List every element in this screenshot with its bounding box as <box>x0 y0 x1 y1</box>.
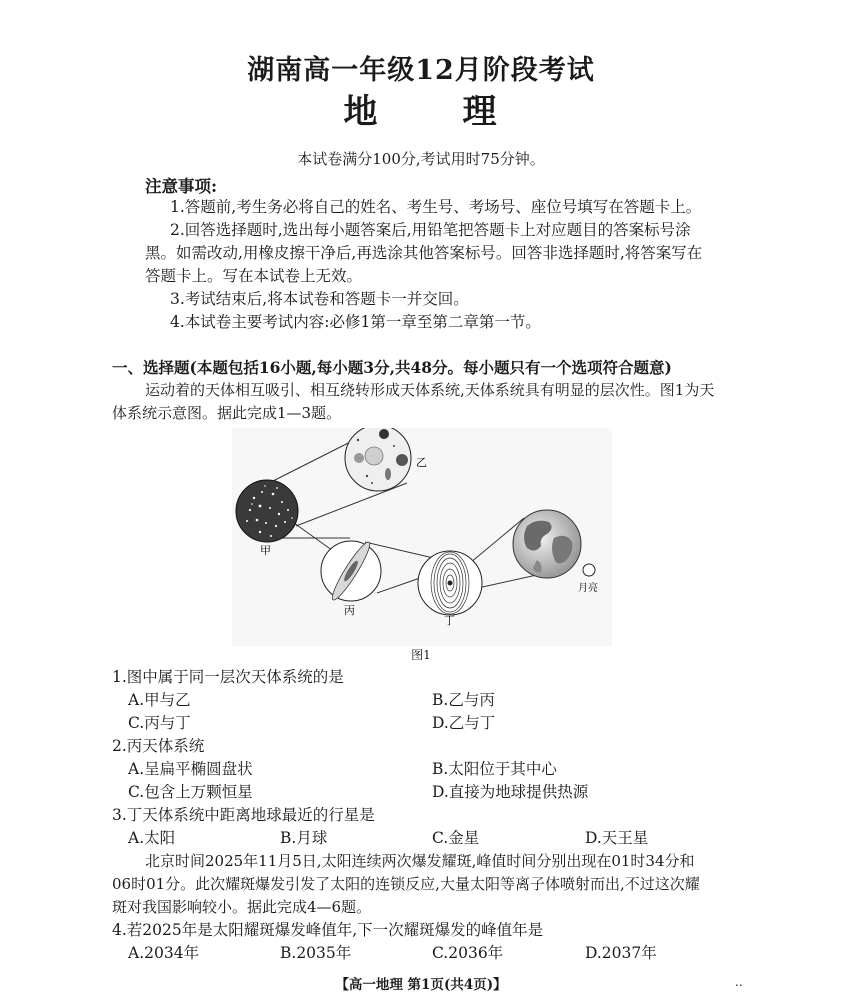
q2-option-b: B.太阳位于其中心 <box>432 760 557 778</box>
q1-option-c: C.丙与丁 <box>128 714 191 732</box>
q1-option-d: D.乙与丁 <box>432 714 496 732</box>
system-ding <box>418 551 482 615</box>
passage1-line-1: 运动着的天体相互吸引、相互绕转形成天体系统,天体系统具有明显的层次性。图1为天 <box>145 381 715 399</box>
celestial-system-diagram <box>232 428 612 646</box>
question-4-stem: 4.若2025年是太阳耀斑爆发峰值年,下一次耀斑爆发的峰值年是 <box>112 921 544 939</box>
section-heading: 一、选择题(本题包括16小题,每小题3分,共48分。每小题只有一个选项符合题意) <box>112 358 672 377</box>
notice-line-2: 2.回答选择题时,选出每小题答案后,用铅笔把答题卡上对应题目的答案标号涂 <box>170 221 691 239</box>
question-3-stem: 3.丁天体系统中距离地球最近的行星是 <box>112 806 375 824</box>
earth-icon <box>513 510 581 578</box>
page-footer: 【高一地理 第1页(共4页)】 <box>335 977 507 993</box>
passage2-line-1: 北京时间2025年11月5日,太阳连续两次爆发耀斑,峰值时间分别出现在01时34分和 <box>145 852 695 870</box>
notice-line-4: 答题卡上。写在本试卷上无效。 <box>145 267 363 285</box>
label-moon: 月亮 <box>578 583 598 594</box>
q4-option-c: C.2036年 <box>432 944 504 962</box>
system-jia <box>236 480 298 542</box>
notice-line-3: 黑。如需改动,用橡皮擦干净后,再选涂其他答案标号。回答非选择题时,将答案写在 <box>145 244 703 262</box>
subject-title: 地 理 <box>343 92 499 132</box>
passage2-line-3: 斑对我国影响较小。据此完成4—6题。 <box>112 898 372 916</box>
question-1-stem: 1.图中属于同一层次天体系统的是 <box>112 668 344 686</box>
q4-option-b: B.2035年 <box>280 944 352 962</box>
system-yi <box>345 428 411 491</box>
q1-option-a: A.甲与乙 <box>128 691 191 709</box>
label-jia: 甲 <box>260 544 271 557</box>
q2-option-d: D.直接为地球提供热源 <box>432 783 589 801</box>
passage1-line-2: 体系统示意图。据此完成1—3题。 <box>112 404 342 422</box>
notice-line-1: 1.答题前,考生务必将自己的姓名、考生号、考场号、座位号填写在答题卡上。 <box>170 198 702 216</box>
q2-option-c: C.包含上万颗恒星 <box>128 783 253 801</box>
notice-line-6: 4.本试卷主要考试内容:必修1第一章至第二章第一节。 <box>170 313 541 331</box>
q3-option-a: A.太阳 <box>128 829 176 847</box>
q2-option-a: A.呈扁平椭圆盘状 <box>128 760 253 778</box>
exam-intro: 本试卷满分100分,考试用时75分钟。 <box>297 150 545 168</box>
q4-option-a: A.2034年 <box>128 944 200 962</box>
notice-heading: 注意事项: <box>145 177 218 196</box>
q4-option-d: D.2037年 <box>585 944 657 962</box>
moon-icon <box>583 564 595 576</box>
q3-option-d: D.天王星 <box>585 829 649 847</box>
passage2-line-2: 06时01分。此次耀斑爆发引发了太阳的连锁反应,大量太阳等离子体喷射而出,不过这次耀 <box>112 875 700 893</box>
exam-title: 湖南高一年级12月阶段考试 <box>247 55 595 86</box>
label-bing: 丙 <box>344 604 355 617</box>
figure-caption: 图1 <box>411 648 431 662</box>
notice-line-5: 3.考试结束后,将本试卷和答题卡一并交回。 <box>170 290 469 308</box>
corner-mark: .. <box>735 975 743 989</box>
label-ding: 丁 <box>444 614 455 627</box>
label-yi: 乙 <box>416 456 427 469</box>
q3-option-c: C.金星 <box>432 829 480 847</box>
question-2-stem: 2.丙天体系统 <box>112 737 205 755</box>
q1-option-b: B.乙与丙 <box>432 691 495 709</box>
q3-option-b: B.月球 <box>280 829 328 847</box>
